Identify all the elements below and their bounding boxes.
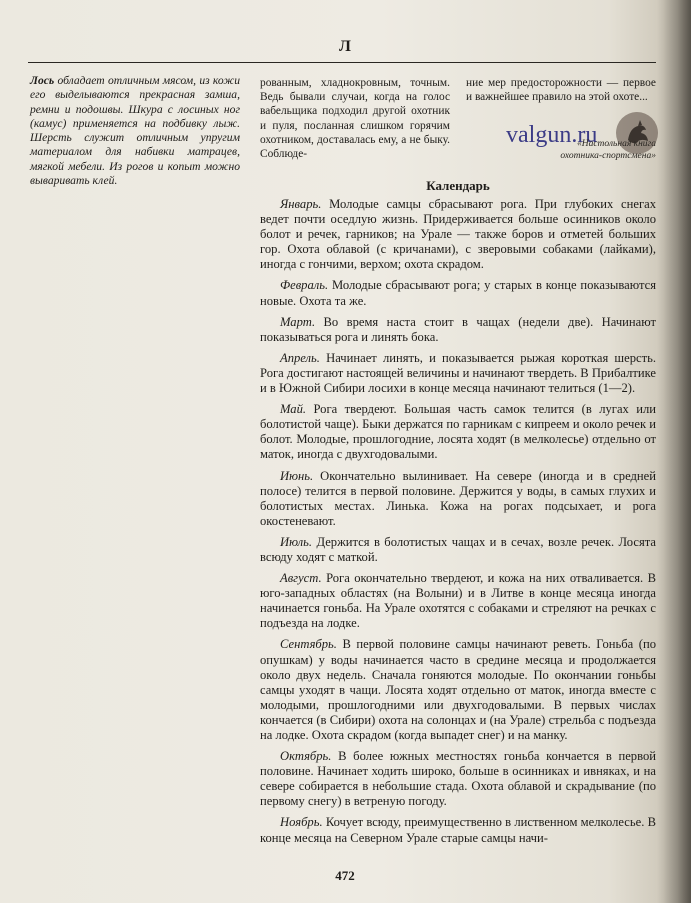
- month-name: Октябрь.: [280, 749, 332, 764]
- header-rule: [28, 62, 656, 63]
- month-name: Август.: [280, 571, 322, 586]
- month-text: Окончательно вылинивает. На севере (иногда и в средней полосе) телится в первой половине. Держится у воды, в самых глухих и болотистых местах. Линька. Кожа на рогах подсыхает, и рога окостеневают.: [260, 468, 656, 528]
- month-entry: [260, 637, 656, 743]
- month-entry: [260, 351, 656, 396]
- month-text: Молодые сбрасывают рога; у старых в конце показываются новые. Охота та же.: [260, 278, 656, 308]
- month-text: В более южных местностях гоньба кончается в первой половине. Начинает ходить широко, больше в осинниках и ивняках, и на севере собирается в небольшие стада. Охота облавой и скрадывание (по первому снегу) в ветреную погоду.: [260, 749, 656, 809]
- month-name: Февраль.: [280, 278, 329, 293]
- watermark-text: valgun.ru: [506, 122, 598, 148]
- caption-line-1: «Настольная книга: [576, 139, 656, 149]
- month-name: Апрель.: [280, 350, 320, 365]
- caption-line-2: охотника-спортсмена»: [560, 151, 656, 161]
- month-name: Ноябрь.: [280, 815, 323, 830]
- running-header-letter: Л: [339, 38, 351, 55]
- month-text: Кочует всюду, преимущественно в лиственном мелколесье. В конце месяца на Северном Урале старые самцы начи-: [260, 815, 656, 845]
- month-name: Июнь.: [280, 468, 314, 483]
- month-text: Рога окончательно твердеют, и кожа на них отваливается. В юго-западных областях (на Волыни) и в Литве в конце месяца иногда начинается гоньба. На Урале охотятся с собаками и стреляют на речках с подъезда на лодке.: [260, 571, 656, 631]
- month-text: В первой половине самцы начинают реветь. Гоньба (по опушкам) у воды начинается часто в средине месяца и продолжается около двух недель. Сначала гоняются молодые. По окончании гоньбы самцы уходят в чащи. Лосята ходят отдельно от маток, иногда вместе с молодыми, прошлогодними или двухгодовалыми. В первых числах кончается (в Сибири) охота на солонцах и (на Урале) стрельба с подъезда на лодке. Охота скрадом (когда выпадет снег) и на манку.: [260, 637, 656, 742]
- month-entry: [260, 197, 656, 272]
- month-entry: [260, 278, 656, 308]
- column-middle-text: рованным, хладнокровным, точным. Ведь бывали случаи, когда на голос вабельщика подходил другой охотник и пуля, посланная слишком горячим охотником, доставалась ему, а не быку. Соблюде-: [260, 77, 450, 161]
- section-title: Календарь: [426, 178, 490, 193]
- calendar-section: [260, 197, 656, 852]
- figure-caption: [528, 138, 656, 162]
- month-name: Май.: [280, 402, 307, 417]
- sidebar-note: [30, 74, 240, 188]
- month-text: Во время наста стоит в чащах (недели две). Начинают показываться рога и линять бока.: [260, 314, 656, 344]
- month-name: Июль.: [280, 534, 313, 549]
- spine-shadow: [657, 0, 691, 903]
- month-text: Молодые самцы сбрасывают рога. При глубоких снегах ведет почти оседлую жизнь. Придерживается больше осинников около болот и речек, гарников; на Урале — также боров и отметей больших гор. Охота облавой (с кричанами), с зверовыми собаками (лайками), иногда с гончими, верхом; охота скрадом.: [260, 197, 656, 272]
- month-entry: [260, 535, 656, 565]
- sidebar-text: обладает отличным мясом, из кожи его выделываются прекрасная замша, ремни и подошвы. Шкура с лосиных ног (камус) применяется на подбивку лыж. Шерсть служит отличным упругим материалом для набивки матрацев, мягкой мебели. Из рогов и копыт можно вываривать клей.: [30, 74, 240, 188]
- month-entry: [260, 469, 656, 529]
- month-entry: [260, 571, 656, 631]
- column-right-text: ние мер предосторожности — первое и важнейшее правило на этой охоте...: [466, 77, 656, 104]
- page-number: 472: [335, 868, 355, 883]
- month-entry: [260, 749, 656, 809]
- month-name: Январь.: [280, 197, 322, 211]
- month-name: Сентябрь.: [280, 637, 337, 652]
- month-entry: [260, 402, 656, 462]
- month-name: Март.: [280, 314, 316, 329]
- month-text: Начинает линять, и показывается рыжая короткая шерсть. Рога достигают настоящей величины и начинают твердеть. В Прибалтике и в Южной Сибири лосихи в конце месяца начинают телиться (1—2).: [260, 350, 656, 396]
- month-entry: [260, 315, 656, 345]
- month-text: Рога твердеют. Большая часть самок телится (в лугах или болотистой чаще). Быки держатся по гарникам с кипреем и около речек и болот. Молодые, прошлогодние, лосята ходят (в мелколесье) отдельно от маток, иногда с двухгодовалыми.: [260, 402, 656, 462]
- month-entry: [260, 815, 656, 845]
- sidebar-bold-term: Лось: [30, 74, 55, 87]
- month-text: Держится в болотистых чащах и в сечах, возле речек. Лосята всюду ходят с маткой.: [260, 534, 656, 564]
